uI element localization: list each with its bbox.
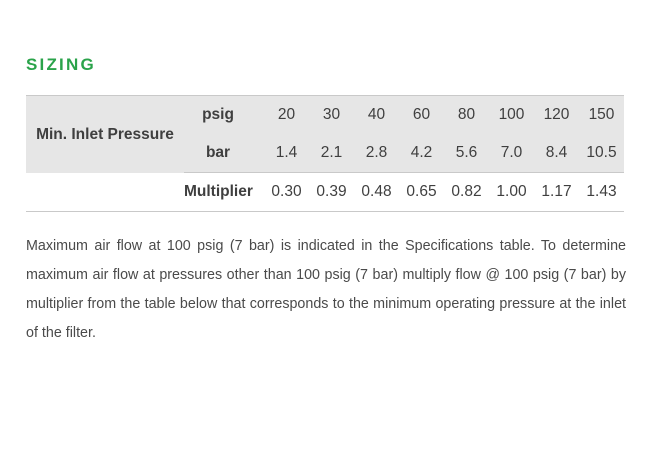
cell-psig-5: 80 <box>444 96 489 135</box>
cell-psig-3: 40 <box>354 96 399 135</box>
cell-bar-3: 2.8 <box>354 134 399 173</box>
cell-bar-7: 8.4 <box>534 134 579 173</box>
row-head-psig: psig <box>184 96 264 135</box>
cell-bar-8: 10.5 <box>579 134 624 173</box>
cell-psig-8: 150 <box>579 96 624 135</box>
sizing-table <box>26 95 624 212</box>
cell-bar-1: 1.4 <box>264 134 309 173</box>
sizing-page <box>0 56 650 456</box>
cell-mult-4: 0.65 <box>399 173 444 212</box>
cell-mult-3: 0.48 <box>354 173 399 212</box>
sizing-paragraph: Maximum air flow at 100 psig (7 bar) is indicated in the Specifications table. To determine maximum air flow at pressures other than 100 psig (7 bar) multiply flow @ 100 psig (7 bar) by multiplier from the table below that corresponds to the minimum operating pressure at the inlet of the filter. <box>26 238 626 341</box>
cell-psig-6: 100 <box>489 96 534 135</box>
min-inlet-pressure-label: Min. Inlet Pressure <box>26 96 184 173</box>
cell-mult-7: 1.17 <box>534 173 579 212</box>
row-head-multiplier: Multiplier <box>184 173 264 212</box>
cell-bar-5: 5.6 <box>444 134 489 173</box>
cell-psig-4: 60 <box>399 96 444 135</box>
cell-mult-5: 0.82 <box>444 173 489 212</box>
cell-mult-8: 1.43 <box>579 173 624 212</box>
cell-psig-1: 20 <box>264 96 309 135</box>
cell-bar-4: 4.2 <box>399 134 444 173</box>
cell-mult-6: 1.00 <box>489 173 534 212</box>
cell-mult-2: 0.39 <box>309 173 354 212</box>
cell-bar-2: 2.1 <box>309 134 354 173</box>
cell-mult-1: 0.30 <box>264 173 309 212</box>
cell-bar-6: 7.0 <box>489 134 534 173</box>
page-title: SIZING <box>26 55 96 74</box>
sizing-description <box>26 232 626 348</box>
table-row <box>26 96 624 135</box>
cell-psig-2: 30 <box>309 96 354 135</box>
cell-psig-7: 120 <box>534 96 579 135</box>
row-head-bar: bar <box>184 134 264 173</box>
table-row <box>26 173 624 212</box>
